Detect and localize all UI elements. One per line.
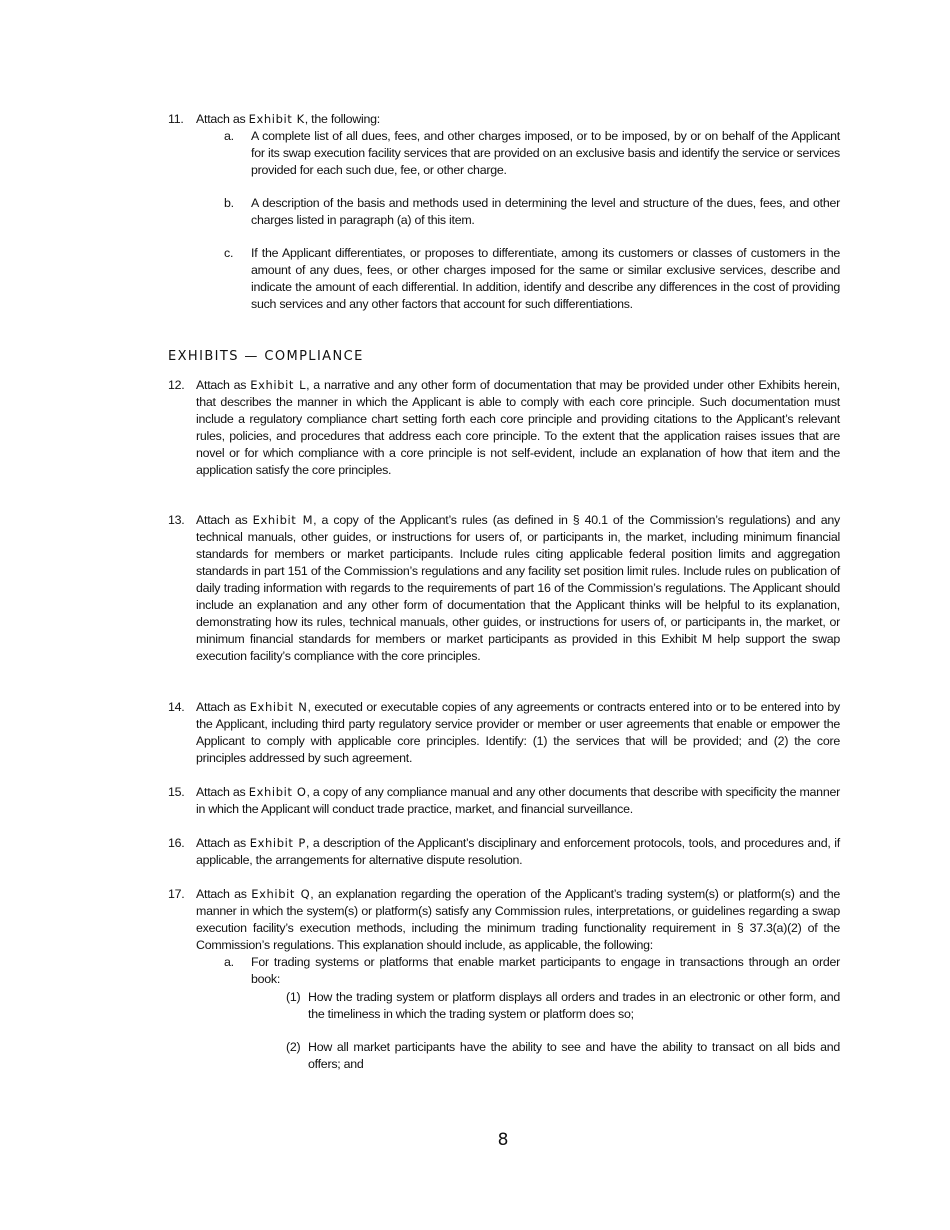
item-number: 11. xyxy=(168,112,184,126)
page-number: 8 xyxy=(497,1130,509,1150)
sub-item-text: A description of the basis and methods used in determining the level and structure of the dues, fees, and other charges listed in paragraph (a) of this item. xyxy=(251,196,840,227)
sub-item-b xyxy=(224,195,840,229)
sub-item-label: a. xyxy=(224,955,234,969)
section-heading: EXHIBITS — COMPLIANCE xyxy=(168,349,364,364)
sub-sub-item-label: (2) xyxy=(286,1040,301,1054)
item-number: 17. xyxy=(168,887,185,901)
sub-item-text: For trading systems or platforms that enable market participants to engage in transactions through an order book: xyxy=(251,955,840,986)
exhibit-label: Exhibit N xyxy=(249,700,308,714)
item-number: 13. xyxy=(168,513,185,527)
list-item-15 xyxy=(168,784,840,818)
item-text: Attach as Exhibit M, a copy of the Applicant’s rules (as defined in § 40.1 of the Commission’s regulations) and any technical manuals, other guides, or instructions for users of, or participants in, the market, including minimum financial standards for members or market participants. Include rules citing applicable federal position limits and aggregation standards in part 151 of the Commission’s regulations and any facility set position limit rules. Include rules on publication of daily trading information with regards to the requirements of part 16 of the Commission’s regulations. The Applicant should include an explanation and any other form of documentation that the Applicant thinks will be helpful to its explanation, demonstrating how its rules, technical manuals, other guides, or instructions for users of, or participants in, the market, or minimum financial standards for members or market participants as provided in this Exhibit M help support the swap execution facility’s compliance with the core principles. xyxy=(196,513,840,663)
exhibit-label: Exhibit M xyxy=(252,513,314,527)
exhibit-label: Exhibit L xyxy=(250,378,307,392)
sub-sub-item-text: How the trading system or platform displays all orders and trades in an electronic or other form, and the timeliness in which the trading system or platform does so; xyxy=(308,990,840,1021)
exhibit-label: Exhibit O xyxy=(248,785,307,799)
sub-item-label: c. xyxy=(224,246,234,260)
exhibit-label: Exhibit K xyxy=(248,112,305,126)
sub-item-text: If the Applicant differentiates, or proposes to differentiate, among its customers or classes of customers in the amount of any dues, fees, or other charges imposed for the same or similar exclusive services, describe and indicate the amount of each differential. In addition, identify and describe any differences in the cost of providing such services and any other factors that account for such differentiations. xyxy=(251,246,840,311)
sub-sub-item-1 xyxy=(286,989,840,1023)
item-text: Attach as Exhibit P, a description of the Applicant’s disciplinary and enforcement protocols, tools, and procedures and, if applicable, the arrangements for alternative dispute resolution. xyxy=(196,836,840,867)
item-number: 15. xyxy=(168,785,185,799)
sub-item-text: A complete list of all dues, fees, and other charges imposed, or to be imposed, by or on behalf of the Applicant for its swap execution facility services that are provided on an exclusive basis and identify the service or services provided for each such due, fee, or other charge. xyxy=(251,129,840,177)
list-item-13 xyxy=(168,512,840,665)
sub-item-c xyxy=(224,245,840,313)
sub-item-label: b. xyxy=(224,196,234,210)
list-item-16 xyxy=(168,835,840,869)
exhibit-label: Exhibit P xyxy=(249,836,306,850)
sub-item-a xyxy=(224,128,840,179)
item-number: 16. xyxy=(168,836,185,850)
list-item-14 xyxy=(168,699,840,767)
exhibit-label: Exhibit Q xyxy=(251,887,311,901)
item-text: Attach as Exhibit Q, an explanation regarding the operation of the Applicant’s trading system(s) or platform(s) and the manner in which the system(s) or platform(s) satisfy any Commission rules, interpretations, or guidelines regarding a swap execution facility’s execution methods, including the minimum trading functionality requirement in § 37.3(a)(2) of the Commission’s regulations. This explanation should include, as applicable, the following: xyxy=(196,887,841,952)
sub-sub-item-text: How all market participants have the ability to see and have the ability to transact on all bids and offers; and xyxy=(308,1040,840,1071)
sub-sub-item-2 xyxy=(286,1039,840,1073)
item-number: 14. xyxy=(168,700,185,714)
sub-item-a xyxy=(224,954,840,988)
sub-sub-item-label: (1) xyxy=(286,990,301,1004)
item-text: Attach as Exhibit L, a narrative and any other form of documentation that may be provided under other Exhibits herein, that describes the manner in which the Applicant is able to comply with each core principle. Such documentation must include a regulatory compliance chart setting forth each core principle and providing citations to the Applicant’s relevant rules, policies, and procedures that address each core principle. To the extent that the application raises issues that are novel or for which compliance with a core principle is not self-evident, include an explanation of how that item and the application satisfy the core principles. xyxy=(196,378,840,477)
item-number: 12. xyxy=(168,378,185,392)
sub-item-label: a. xyxy=(224,129,234,143)
list-item-11 xyxy=(168,111,840,313)
item-text: Attach as Exhibit O, a copy of any compliance manual and any other documents that describe with specificity the manner in which the Applicant will conduct trade practice, market, and financial surveillance. xyxy=(196,785,840,816)
item-text: Attach as Exhibit N, executed or executable copies of any agreements or contracts entered into or to be entered into by the Applicant, including third party regulatory service provider or member or user agreements that enable or empower the Applicant to comply with applicable core principles. Identify: (1) the services that will be provided; and (2) the core principles addressed by such agreement. xyxy=(196,700,840,765)
list-item-17 xyxy=(168,886,840,1073)
item-text: Attach as Exhibit K, the following: xyxy=(196,112,380,126)
list-item-12 xyxy=(168,377,840,479)
